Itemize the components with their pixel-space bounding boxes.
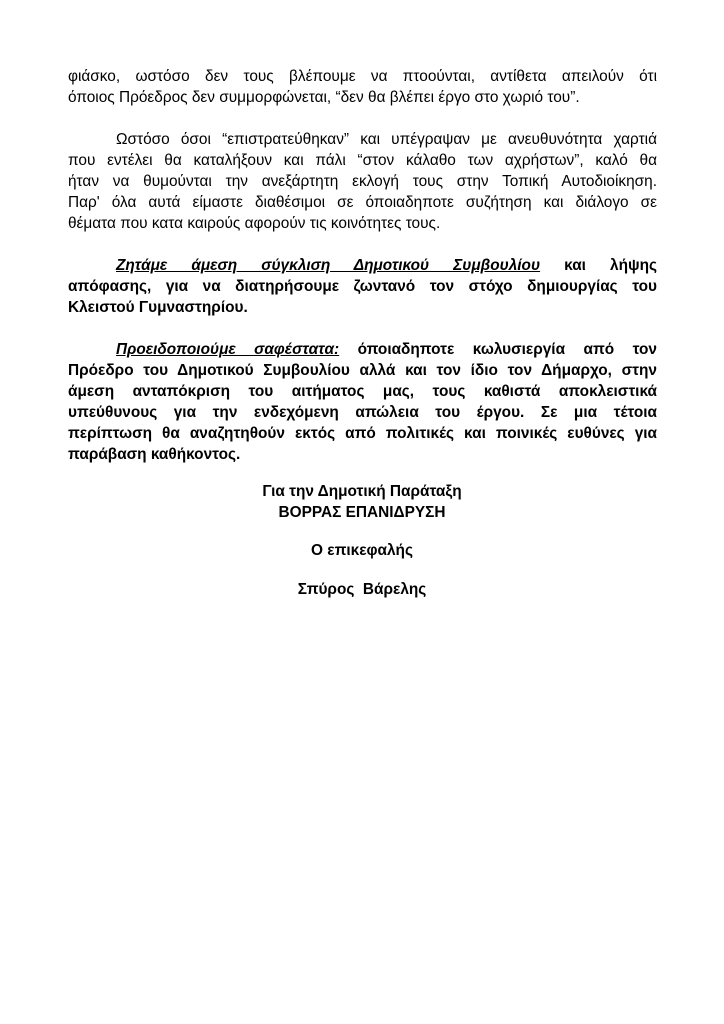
- text-line: απόφασης, για να διατηρήσουμε ζωντανό τον στόχο δημιουργίας του: [68, 278, 657, 295]
- signature-faction-name: ΒΟΡΡΑΣ ΕΠΑΝΙΔΡΥΣΗ: [278, 504, 446, 521]
- text-line-content: όποιαδηποτε κωλυσιεργία από τον: [339, 341, 657, 358]
- text-line: [68, 339, 657, 360]
- text-line: που εντέλει θα καταλήξουν και πάλι “στον κάλαθο των αχρήστων”, καλό θα: [68, 152, 657, 169]
- text-line-content: Ωστόσο όσοι “επιστρατεύθηκαν” και υπέγραψαν με ανευθυνότητα χαρτιά: [116, 131, 657, 148]
- emphasis-demand: Ζητάμε άμεση σύγκλιση Δημοτικού Συμβουλίου: [116, 257, 541, 274]
- paragraph-council-demand: [68, 255, 657, 318]
- text-line: υπεύθυνους για την ενδεχόμενη απώλεια του έργου. Σε μια τέτοια: [68, 404, 657, 421]
- text-line: περίπτωση θα αναζητηθούν εκτός από πολιτικές και ποινικές ευθύνες για: [68, 425, 657, 442]
- paragraph-warning: [68, 339, 657, 465]
- text-line: παράβαση καθήκοντος.: [68, 446, 241, 463]
- text-line: [68, 129, 657, 150]
- text-line: θέματα που κατα καιρούς αφορούν τις κοινότητες τους.: [68, 215, 441, 232]
- signature-faction-line: Για την Δημοτική Παράταξη: [262, 483, 462, 500]
- text-line: όποιος Πρόεδρος δεν συμμορφώνεται, “δεν θα βλέπει έργο στο χωριό του”.: [68, 89, 580, 106]
- text-line: Παρ' όλα αυτά είμαστε διαθέσιμοι σε όποιαδηποτε συζήτηση και διάλογο σε: [68, 194, 657, 211]
- text-line: [68, 255, 657, 276]
- emphasis-warning: Προειδοποιούμε σαφέστατα:: [116, 341, 340, 358]
- text-line: Κλειστού Γυμναστηρίου.: [68, 299, 248, 316]
- paragraph-continuation: [68, 66, 657, 108]
- text-line: άμεση ανταπόκριση του αιτήματος μας, τους καθιστά αποκλειστικά: [68, 383, 657, 400]
- text-line: Πρόεδρο του Δημοτικού Συμβουλίου αλλά και τον ίδιο τον Δήμαρχο, στην: [68, 362, 657, 379]
- paragraph-independent-election: [68, 129, 657, 234]
- text-line: ήταν να θυμούνται την ανεξάρτητη εκλογή τους στην Τοπική Αυτοδιοίκηση.: [68, 173, 657, 190]
- signature-role: Ο επικεφαλής: [311, 542, 413, 559]
- signature-name: Σπύρος Βάρελης: [297, 581, 427, 598]
- text-line: φιάσκο, ωστόσο δεν τους βλέπουμε να πτοούνται, αντίθετα απειλούν ότι: [68, 68, 657, 85]
- text-line-content: και λήψης: [540, 257, 657, 274]
